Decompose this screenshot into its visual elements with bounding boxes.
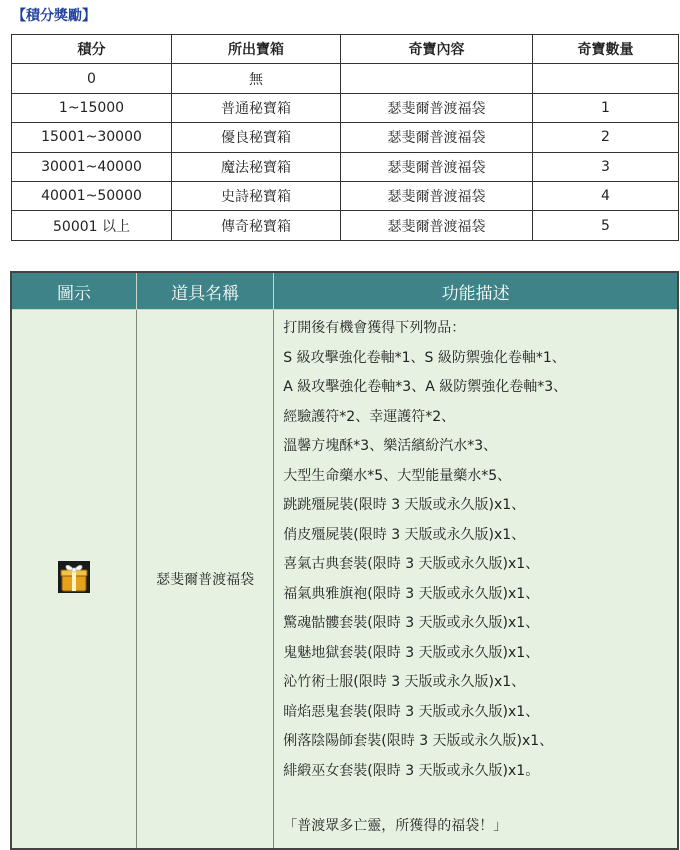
box-cell: 普通秘寶箱: [172, 93, 341, 122]
points-table-header-row: [12, 35, 679, 64]
points-cell: 0: [12, 64, 172, 93]
points-cell: 40001~50000: [12, 181, 172, 210]
content-cell: 瑟斐爾普渡福袋: [341, 152, 533, 181]
header-box: 所出寶箱: [172, 35, 341, 64]
header-function: 功能描述: [274, 272, 678, 310]
description-line: 福氣典雅旗袍(限時 3 天版或永久版)x1、: [283, 585, 540, 602]
box-cell: 魔法秘寶箱: [172, 152, 341, 181]
box-cell: 無: [172, 64, 341, 93]
gift-bag-icon: [56, 559, 92, 599]
description-line: 跳跳殭屍裝(限時 3 天版或永久版)x1、: [283, 497, 526, 513]
quantity-cell: 1: [533, 93, 679, 122]
description-line: 經驗護符*2、幸運護符*2、: [283, 408, 456, 425]
content-cell: [341, 64, 533, 93]
description-spacer: [283, 786, 677, 812]
description-line: A 級攻擊強化卷軸*3、A 級防禦強化卷軸*3、: [283, 379, 568, 395]
description-line: 驚魂骷髏套裝(限時 3 天版或永久版)x1、: [283, 615, 540, 631]
points-cell: 50001 以上: [12, 211, 172, 240]
content-cell: 瑟斐爾普渡福袋: [341, 181, 533, 210]
description-line: 鬼魅地獄套裝(限時 3 天版或永久版)x1、: [283, 644, 540, 661]
description-line: 大型生命藥水*5、大型能量藥水*5、: [283, 467, 512, 484]
description-line: 沁竹術士服(限時 3 天版或永久版)x1、: [283, 674, 526, 690]
table-row: [12, 64, 679, 93]
header-item-name: 道具名稱: [136, 272, 273, 310]
description-line: 緋緞巫女套裝(限時 3 天版或永久版)x1。: [283, 762, 540, 779]
description-line: 俏皮殭屍裝(限時 3 天版或永久版)x1、: [283, 526, 526, 543]
header-content: 奇寶內容: [341, 35, 533, 64]
table-row: [12, 181, 679, 210]
quantity-cell: [533, 64, 679, 93]
table-row: [12, 152, 679, 181]
header-quantity: 奇寶數量: [533, 35, 679, 64]
table-row: [12, 211, 679, 240]
points-cell: 1~15000: [12, 93, 172, 122]
section-title: 【積分獎勵】: [12, 8, 96, 24]
points-cell: 30001~40000: [12, 152, 172, 181]
description-line: 喜氣古典套裝(限時 3 天版或永久版)x1、: [283, 556, 540, 572]
item-name: 瑟斐爾普渡福袋: [136, 310, 273, 849]
quantity-cell: 4: [533, 181, 679, 210]
header-icon: 圖示: [11, 272, 136, 310]
header-points: 積分: [12, 35, 172, 64]
table-row: [12, 93, 679, 122]
box-cell: 傳奇秘寶箱: [172, 211, 341, 240]
item-row: [11, 310, 678, 849]
box-cell: 史詩秘寶箱: [172, 181, 341, 210]
content-cell: 瑟斐爾普渡福袋: [341, 123, 533, 152]
icon-cell: [11, 310, 136, 849]
points-reward-table: [11, 34, 679, 241]
description-cell: [274, 310, 678, 849]
content-cell: 瑟斐爾普渡福袋: [341, 211, 533, 240]
quantity-cell: 2: [533, 123, 679, 152]
description-line: S 級攻擊強化卷軸*1、S 級防禦強化卷軸*1、: [283, 349, 566, 366]
item-quote: 「普渡眾多亡靈，所獲得的福袋！」: [283, 818, 508, 834]
table-row: [12, 123, 679, 152]
item-table-header-row: [11, 272, 678, 310]
box-cell: 優良秘寶箱: [172, 123, 341, 152]
quantity-cell: 3: [533, 152, 679, 181]
quantity-cell: 5: [533, 211, 679, 240]
description-line: 俐落陰陽師套裝(限時 3 天版或永久版)x1、: [283, 733, 554, 749]
points-cell: 15001~30000: [12, 123, 172, 152]
description-line: 打開後有機會獲得下列物品：: [283, 320, 466, 336]
description-line: 溫馨方塊酥*3、樂活繽紛汽水*3、: [283, 438, 498, 454]
content-cell: 瑟斐爾普渡福袋: [341, 93, 533, 122]
description-line: 暗焰惡鬼套裝(限時 3 天版或永久版)x1、: [283, 703, 540, 720]
item-description-table: [10, 271, 679, 850]
